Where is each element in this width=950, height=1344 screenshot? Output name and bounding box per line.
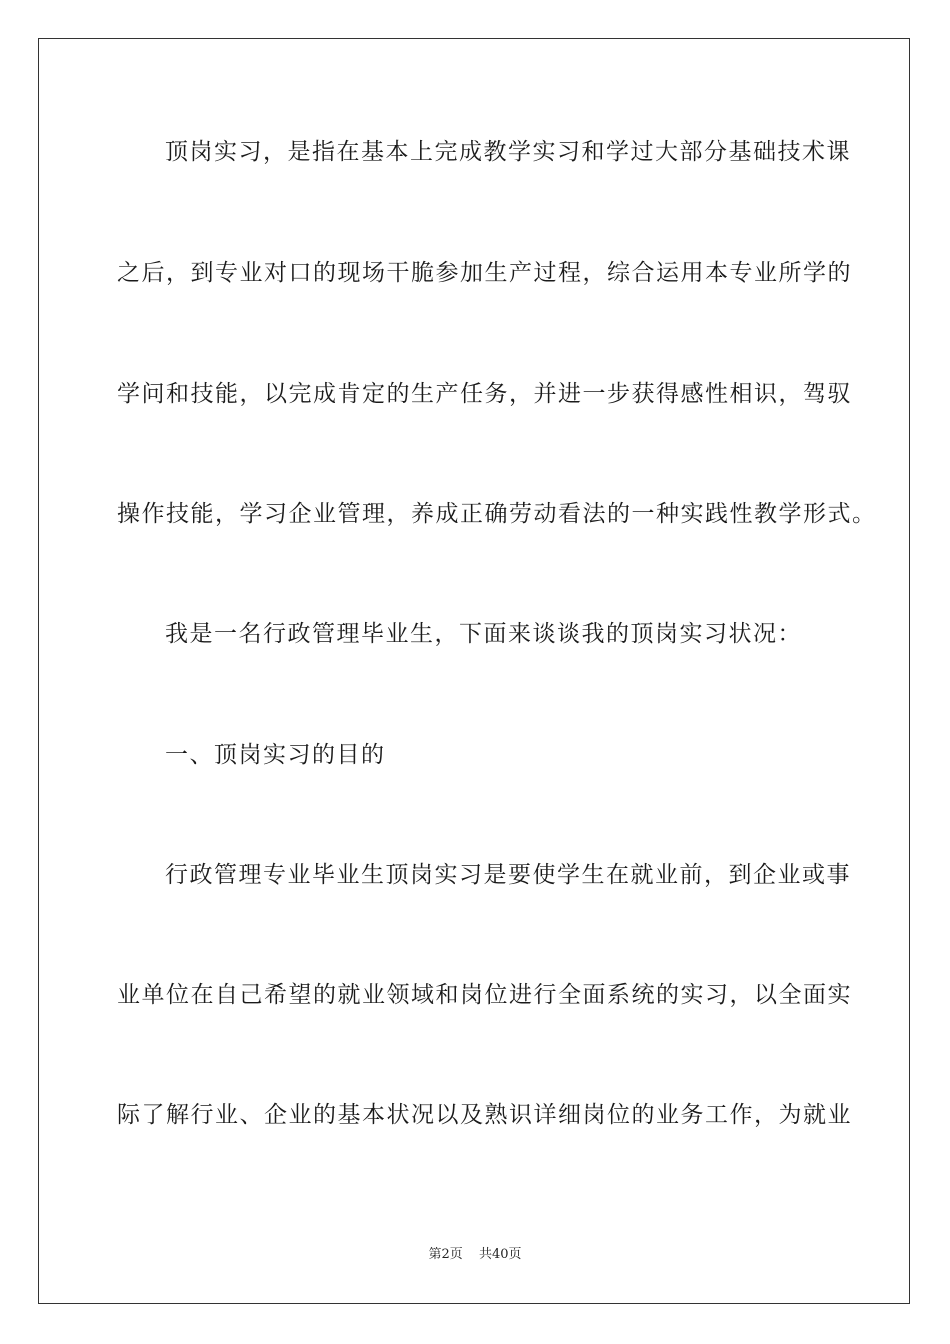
section-heading: 一、顶岗实习的目的 — [165, 742, 386, 768]
paragraph-1-line-4: 操作技能，学习企业管理，养成正确劳动看法的一种实践性教学形式。 — [117, 501, 877, 527]
paragraph-3-line-2: 业单位在自己希望的就业领域和岗位进行全面系统的实习，以全面实 — [117, 982, 852, 1008]
paragraph-1-line-1: 顶岗实习，是指在基本上完成教学实习和学过大部分基础技术课 — [165, 139, 851, 165]
paragraph-3-line-1: 行政管理专业毕业生顶岗实习是要使学生在就业前，到企业或事 — [165, 862, 851, 888]
page-total: 共40页 — [478, 1247, 522, 1262]
paragraph-2-line-1: 我是一名行政管理毕业生，下面来谈谈我的顶岗实习状况： — [165, 621, 802, 647]
page-number: 第2页 — [428, 1247, 463, 1262]
paragraph-3-line-3: 际了解行业、企业的基本状况以及熟识详细岗位的业务工作，为就业 — [117, 1102, 852, 1128]
paragraph-1-line-2: 之后，到专业对口的现场干脆参加生产过程，综合运用本专业所学的 — [117, 260, 852, 286]
paragraph-1-line-3: 学问和技能，以完成肯定的生产任务，并进一步获得感性相识，驾驭 — [117, 381, 852, 407]
page-footer — [0, 1246, 950, 1264]
